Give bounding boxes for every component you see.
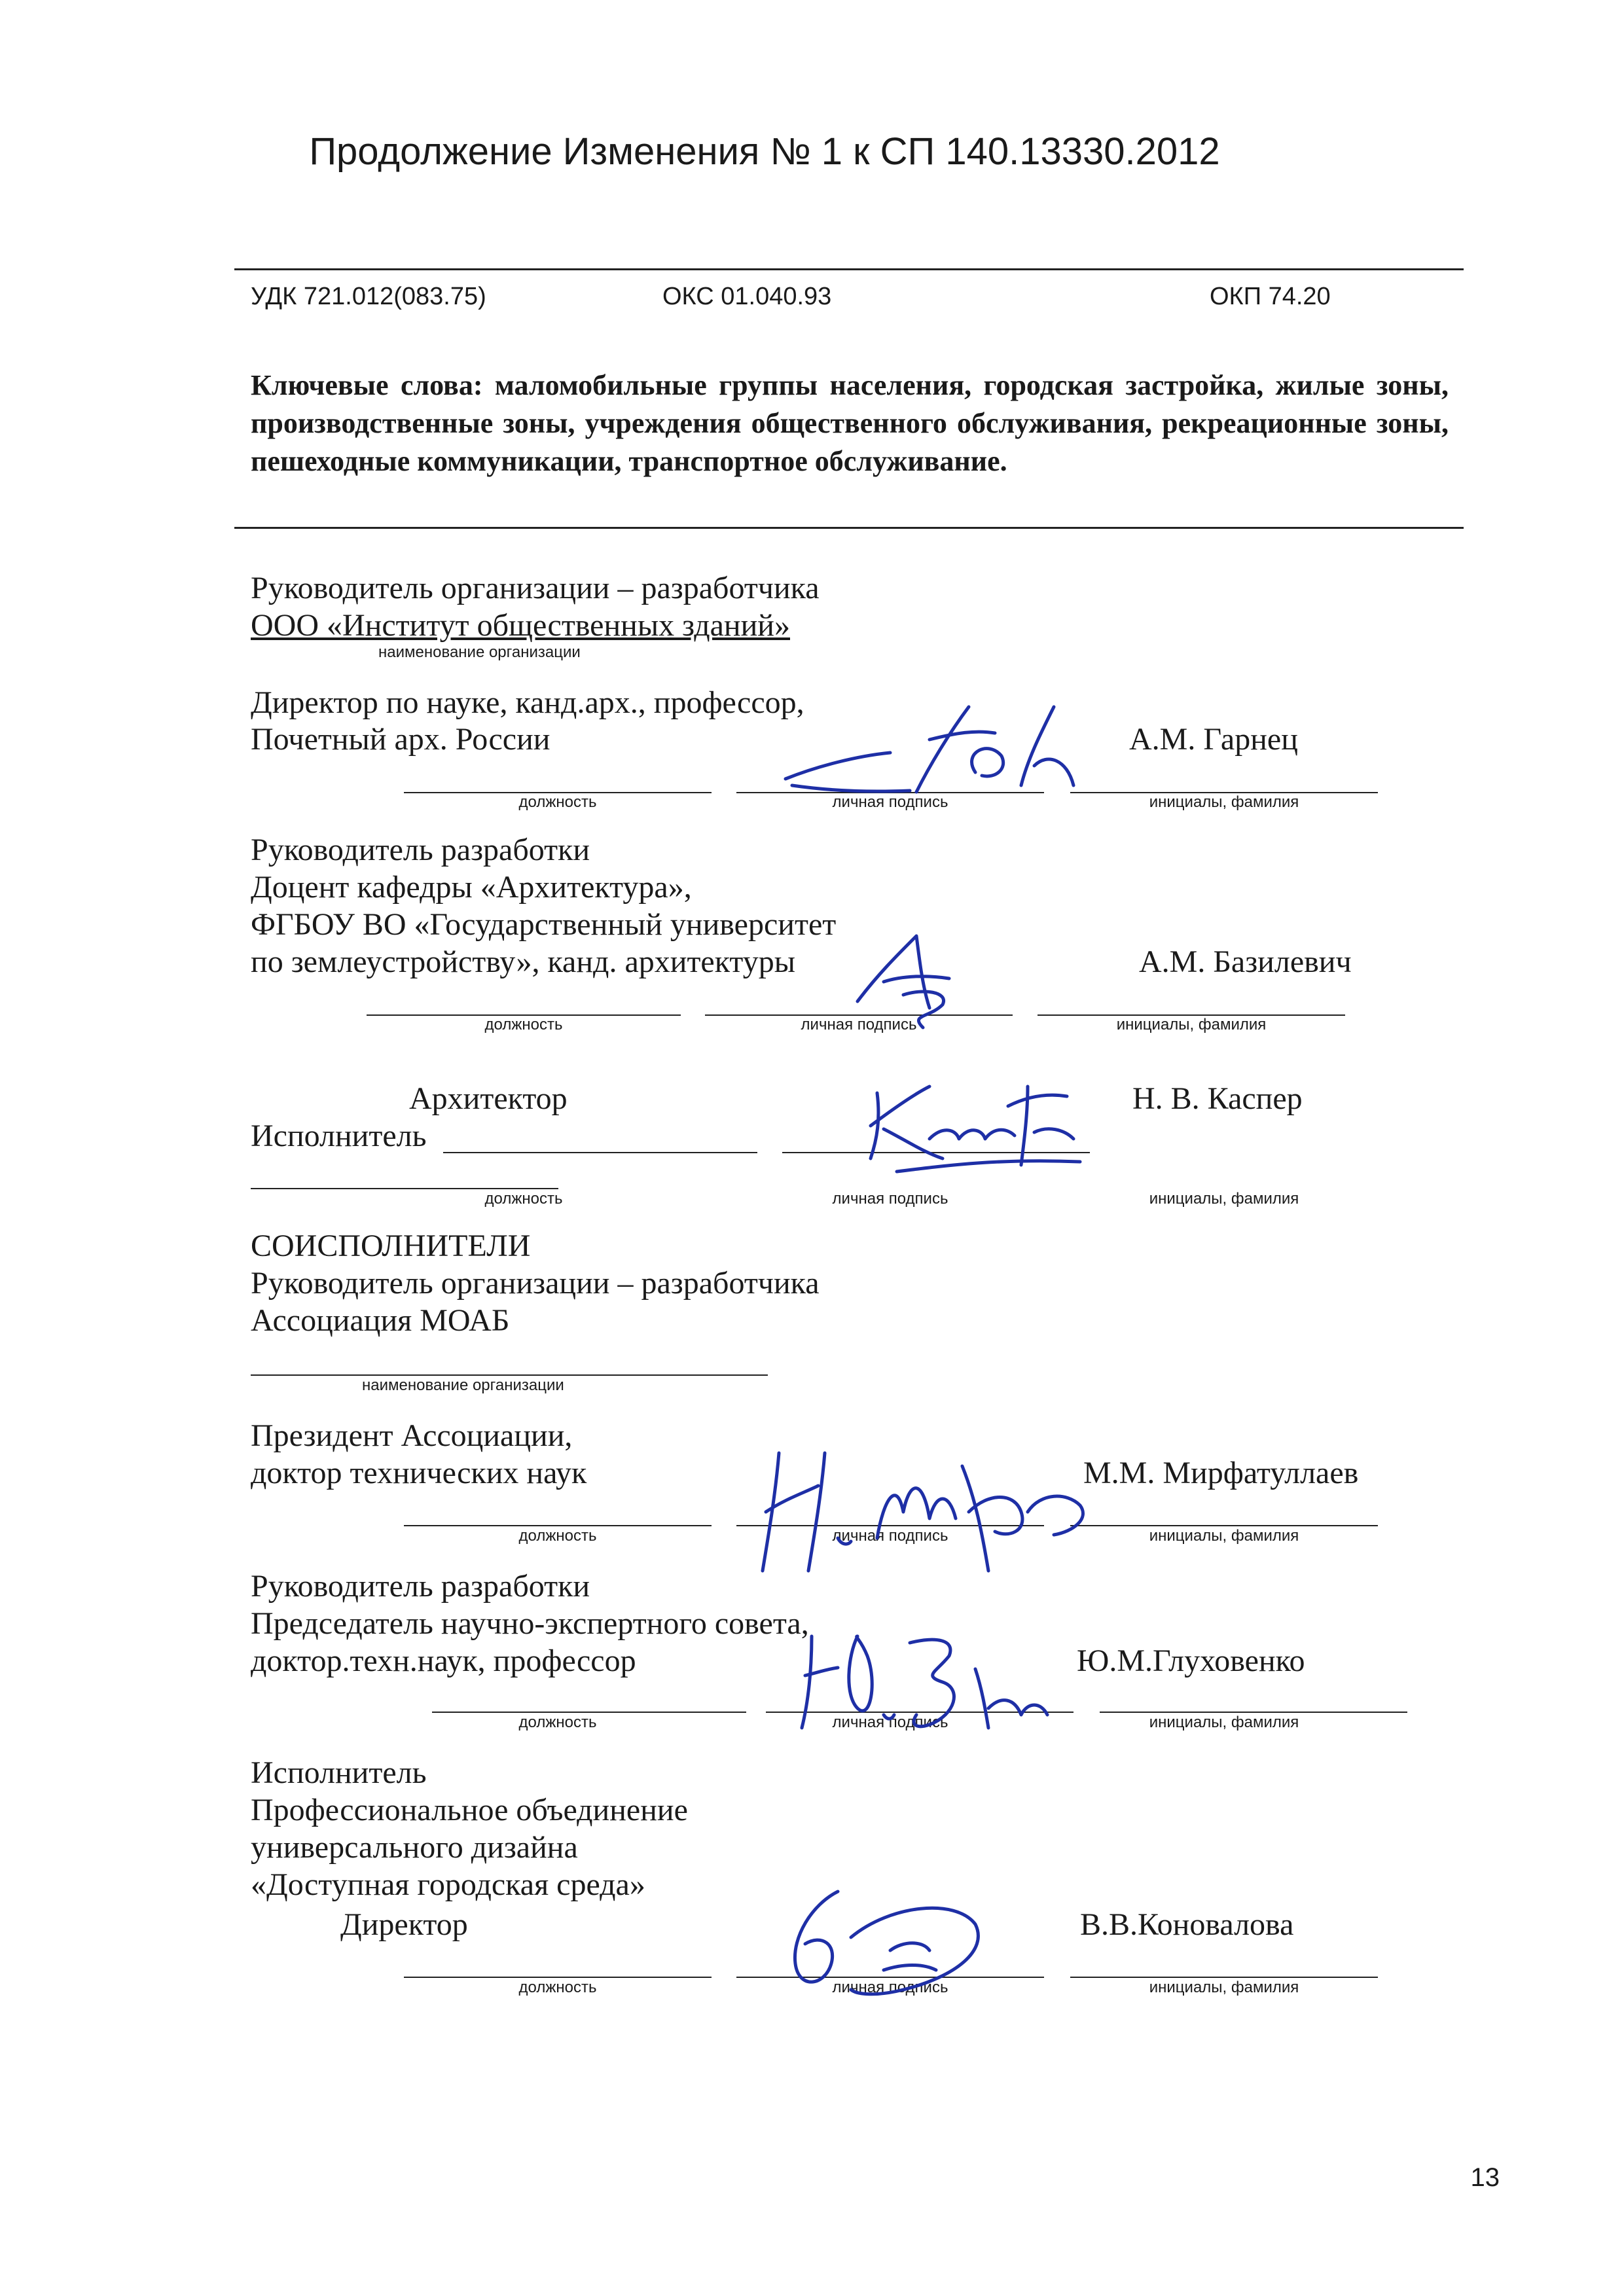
caption-position: должность <box>518 1979 597 1996</box>
udk-code: УДК 721.012(083.75) <box>251 283 486 310</box>
coexec-executor-line1: Профессиональное объединение <box>251 1793 688 1827</box>
lead-name: А.М. Базилевич <box>1139 944 1352 979</box>
signature-kasper <box>831 1067 1106 1185</box>
caption-org-name: наименование организации <box>378 643 581 661</box>
caption-signature: личная подпись <box>832 1527 948 1545</box>
director-role-line2: Почетный арх. России <box>251 722 550 757</box>
okp-code: ОКП 74.20 <box>1210 283 1331 310</box>
initials-line <box>1100 1712 1407 1713</box>
position-line <box>404 1525 712 1526</box>
position-line <box>251 1188 558 1189</box>
caption-position: должность <box>484 1190 563 1208</box>
keywords: Ключевые слова: маломобильные группы населения, городская застройка, жилые зоны, производственные зоны, учреждения общественного обслуживания, рекреационные зоны, пешеходные коммуникации, транспортное обслуживание. <box>251 369 1449 477</box>
coexecutors-org-heading: Руководитель организации – разработчика <box>251 1266 820 1300</box>
president-line2: доктор технических наук <box>251 1456 587 1490</box>
coexec-executor-heading: Исполнитель <box>251 1755 427 1790</box>
caption-position: должность <box>518 1713 597 1731</box>
position-line <box>432 1712 746 1713</box>
caption-position: должность <box>518 1527 597 1545</box>
caption-initials: инициалы, фамилия <box>1116 1016 1267 1033</box>
caption-initials: инициалы, фамилия <box>1149 1190 1299 1208</box>
page-title: Продолжение Изменения № 1 к СП 140.13330.2012 <box>309 130 1220 173</box>
coexec-lead-line1: Председатель научно-экспертного совета, <box>251 1606 809 1641</box>
executor-role: Архитектор <box>409 1081 568 1116</box>
executor-role-line <box>443 1152 757 1153</box>
executor-label: Исполнитель <box>251 1119 427 1153</box>
caption-initials: инициалы, фамилия <box>1149 793 1299 811</box>
page-number: 13 <box>1470 2163 1500 2192</box>
lead-line1: Доцент кафедры «Архитектура», <box>251 870 692 905</box>
coexec-lead-name: Ю.М.Глуховенко <box>1077 1643 1305 1678</box>
caption-initials: инициалы, фамилия <box>1149 1527 1299 1545</box>
coexec-lead-line2: доктор.техн.наук, профессор <box>251 1643 636 1678</box>
director-name: А.М. Гарнец <box>1129 722 1298 757</box>
caption-position: должность <box>518 793 597 811</box>
caption-signature: личная подпись <box>832 793 948 811</box>
caption-org-name: наименование организации <box>362 1376 564 1394</box>
coexecutors-heading: СОИСПОЛНИТЕЛИ <box>251 1229 531 1263</box>
top-rule <box>234 268 1464 270</box>
oks-code: ОКС 01.040.93 <box>662 283 832 310</box>
signature-garnets <box>779 694 1093 812</box>
coexec-executor-line3: «Доступная городская среда» <box>251 1867 645 1902</box>
coexec-executor-role: Директор <box>340 1907 468 1942</box>
initials-line <box>1070 1977 1378 1978</box>
signature-konovalova <box>759 1878 995 2003</box>
president-line1: Президент Ассоциации, <box>251 1418 573 1453</box>
lead-line2: ФГБОУ ВО «Государственный университет <box>251 907 837 942</box>
caption-initials: инициалы, фамилия <box>1149 1713 1299 1731</box>
caption-initials: инициалы, фамилия <box>1149 1979 1299 1996</box>
coexec-lead-heading: Руководитель разработки <box>251 1569 590 1604</box>
signature-glukhovenko <box>785 1617 1060 1741</box>
caption-signature: личная подпись <box>832 1190 948 1208</box>
lead-heading: Руководитель разработки <box>251 833 590 867</box>
president-name: М.М. Мирфатуллаев <box>1083 1456 1359 1490</box>
developer-heading: Руководитель организации – разработчика <box>251 571 820 605</box>
caption-signature: личная подпись <box>801 1016 917 1033</box>
caption-signature: личная подпись <box>832 1979 948 1996</box>
org-name-line <box>251 1374 768 1376</box>
position-line <box>404 1977 712 1978</box>
signature-mirfatullaev <box>740 1440 1106 1590</box>
executor-name: Н. В. Каспер <box>1132 1081 1303 1116</box>
director-role-line1: Директор по науке, канд.арх., профессор, <box>251 685 804 720</box>
initials-line <box>1070 1525 1378 1526</box>
caption-signature: личная подпись <box>832 1713 948 1731</box>
coexec-executor-name: В.В.Коновалова <box>1080 1907 1294 1942</box>
coexec-executor-line2: универсального дизайна <box>251 1830 578 1865</box>
keywords-rule <box>234 527 1464 529</box>
lead-line3: по землеустройству», канд. архитектуры <box>251 944 796 979</box>
coexecutors-org: Ассоциация МОАБ <box>251 1303 510 1338</box>
signature-bazilevich <box>844 929 988 1034</box>
caption-position: должность <box>484 1016 563 1033</box>
developer-org: ООО «Институт общественных зданий» <box>251 608 790 643</box>
